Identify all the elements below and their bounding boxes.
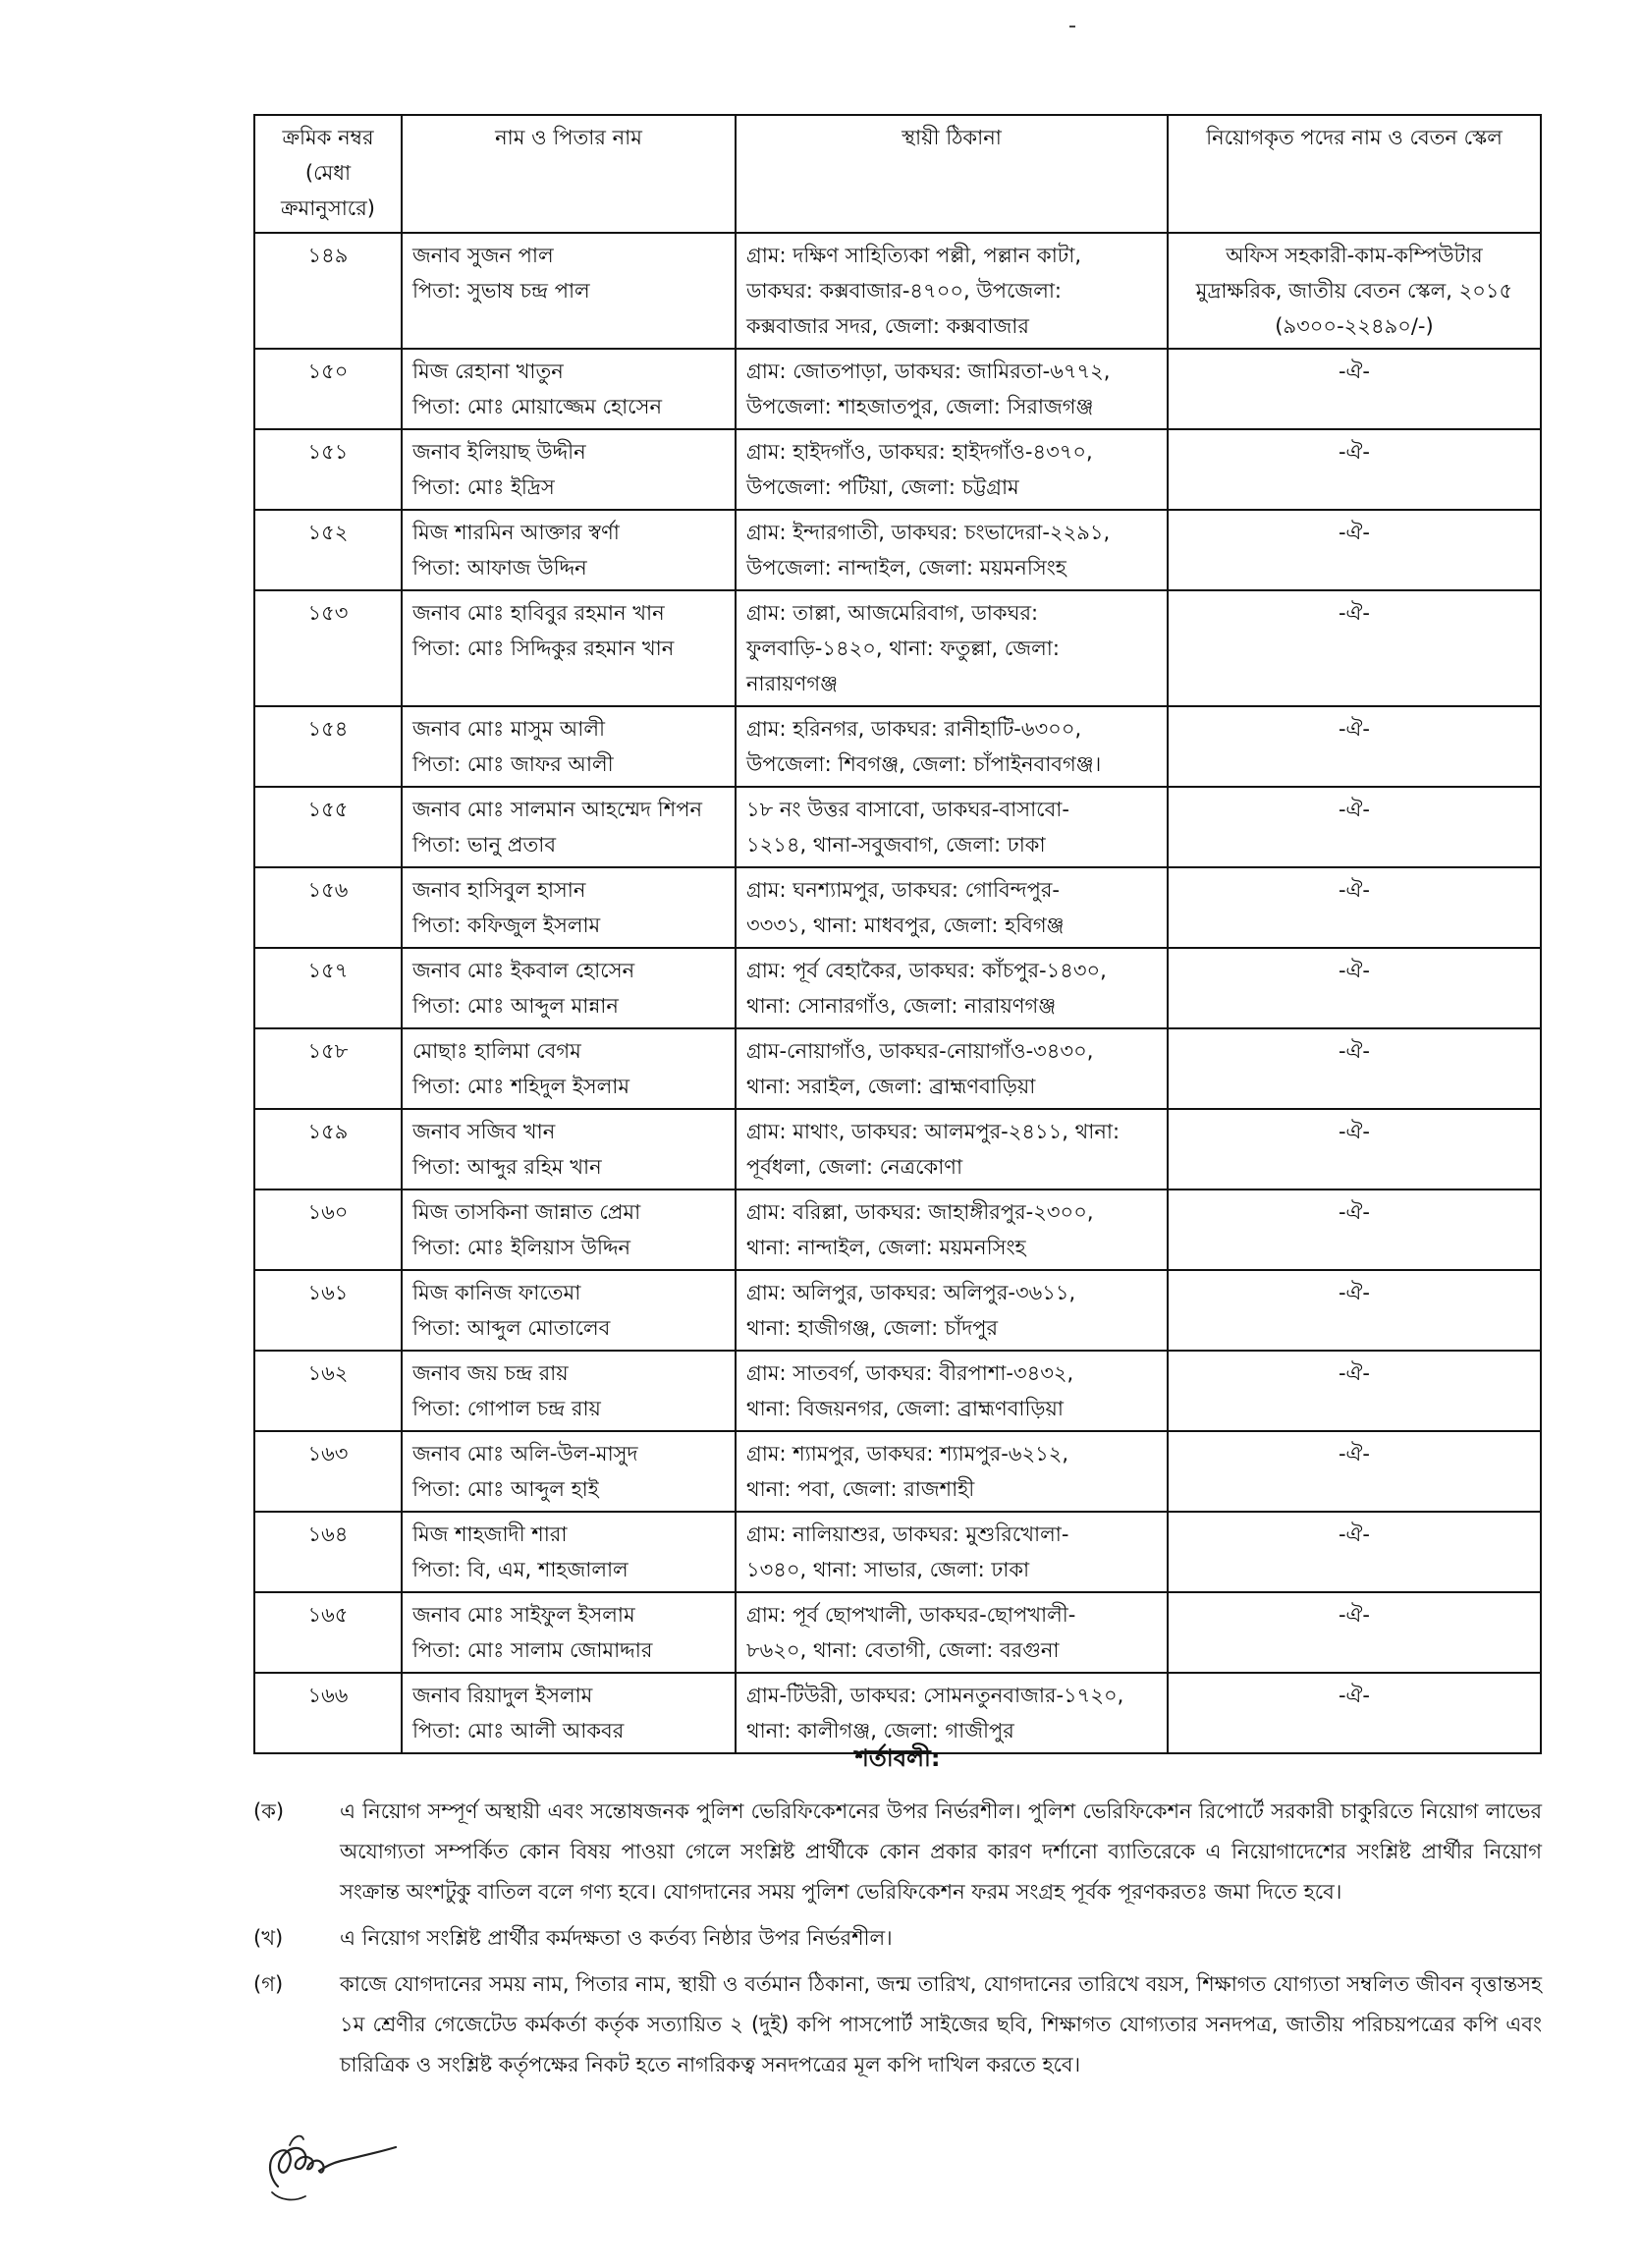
serial-cell: ১৫৩ [254, 590, 402, 706]
address-cell [736, 590, 1168, 706]
table-row [254, 1109, 1541, 1189]
name-cell [402, 787, 736, 867]
table-row [254, 1592, 1541, 1673]
table-row [254, 948, 1541, 1028]
address-line: উপজেলা: শাহজাতপুর, জেলা: সিরাজগঞ্জ [746, 395, 1094, 418]
appointee-name: জনাব মোঃ সাইফুল ইসলাম [412, 1603, 635, 1627]
address-line: থানা: নান্দাইল, জেলা: ময়মনসিংহ [746, 1236, 1026, 1259]
post-cell [1168, 948, 1541, 1028]
father-name: পিতা: কফিজুল ইসলাম [412, 913, 601, 937]
post-line: মুদ্রাক্ষরিক, জাতীয় বেতন স্কেল, ২০১৫ [1195, 279, 1513, 303]
post-line: (৯৩০০-২২৪৯০/-) [1275, 314, 1434, 338]
post-cell [1168, 429, 1541, 510]
post-line: অফিস সহকারী-কাম-কম্পিউটার [1226, 244, 1483, 267]
table-row [254, 429, 1541, 510]
father-name: পিতা: মোঃ সিদ্দিকুর রহমান খান [412, 636, 675, 660]
name-cell [402, 233, 736, 349]
appointee-name: জনাব মোঃ ইকবাল হোসেন [412, 959, 635, 982]
address-line: ১৩৪০, থানা: সাভার, জেলা: ঢাকা [746, 1558, 1030, 1581]
serial-cell: ১৫১ [254, 429, 402, 510]
post-cell [1168, 706, 1541, 787]
address-line: গ্রাম: হরিনগর, ডাকঘর: রানীহাটি-৬৩০০, [746, 717, 1082, 741]
post-line: -ঐ- [1338, 717, 1371, 741]
address-line: ৩৩৩১, থানা: মাধবপুর, জেলা: হবিগঞ্জ [746, 913, 1065, 937]
post-line: -ঐ- [1338, 1361, 1371, 1385]
name-cell [402, 706, 736, 787]
condition-text: এ নিয়োগ সম্পূর্ণ অস্থায়ী এবং সন্তোষজনক পুলিশ ভেরিফিকেশনের উপর নির্ভরশীল। পুলিশ ভেরিফিকেশন রিপোর্টে সরকারী চাকুরিতে নিয়োগ লাভের অযোগ্যতা সম্পর্কিত কোন বিষয় পাওয়া গেলে সংশ্লিষ্ট প্রার্থীকে কোন প্রকার কারণ দর্শানো ব্যাতিরেকে এ নিয়োগাদেশের সংশ্লিষ্ট প্রার্থীর নিয়োগ সংক্রান্ত অংশটুকু বাতিল বলে গণ্য হবে। যোগদানের সময় পুলিশ ভেরিফিকেশন ফরম সংগ্রহ পূর্বক পূরণকরতঃ জমা দিতে হবে। [340, 1799, 1542, 1904]
post-line: -ঐ- [1338, 1200, 1371, 1224]
appointee-name: জনাব সুজন পাল [412, 244, 554, 267]
address-line: গ্রাম: নালিয়াশুর, ডাকঘর: মুশুরিখোলা- [746, 1522, 1069, 1546]
father-name: পিতা: ভানু প্রতাব [412, 833, 557, 857]
address-line: নারায়ণগঞ্জ [746, 672, 839, 695]
scan-speck [1069, 26, 1075, 28]
address-line: গ্রাম-নোয়াগাঁও, ডাকঘর-নোয়াগাঁও-৩৪৩০, [746, 1039, 1094, 1063]
condition-item [253, 1918, 1542, 1959]
serial-cell: ১৬৪ [254, 1512, 402, 1592]
name-cell [402, 510, 736, 590]
father-name: পিতা: আব্দুর রহিম খান [412, 1155, 602, 1179]
father-name: পিতা: বি, এম, শাহজালাল [412, 1558, 629, 1581]
table-row [254, 1189, 1541, 1270]
post-line: -ঐ- [1338, 1039, 1371, 1063]
serial-cell: ১৫২ [254, 510, 402, 590]
address-line: গ্রাম: সাতবর্গ, ডাকঘর: বীরপাশা-৩৪৩২, [746, 1361, 1074, 1385]
conditions-title: শর্তাবলী: [854, 1744, 941, 1772]
father-name: পিতা: মোঃ সালাম জোমাদ্দার [412, 1638, 653, 1662]
serial-cell: ১৬১ [254, 1270, 402, 1351]
name-cell [402, 948, 736, 1028]
post-line: -ঐ- [1338, 878, 1371, 902]
name-cell [402, 1431, 736, 1512]
post-line: -ঐ- [1338, 798, 1371, 821]
appointee-name: জনাব মোঃ হাবিবুর রহমান খান [412, 601, 665, 625]
address-cell [736, 429, 1168, 510]
appointee-table [253, 114, 1542, 1754]
address-line: গ্রাম: পূর্ব ছোপখালী, ডাকঘর-ছোপখালী- [746, 1603, 1076, 1627]
serial-cell: ১৫০ [254, 349, 402, 429]
name-cell [402, 1592, 736, 1673]
address-line: ৮৬২০, থানা: বেতাগী, জেলা: বরগুনা [746, 1638, 1060, 1662]
address-line: গ্রাম: হাইদগাঁও, ডাকঘর: হাইদগাঁও-৪৩৭০, [746, 440, 1093, 464]
father-name: পিতা: মোঃ জাফর আলী [412, 752, 614, 776]
serial-cell: ১৬৫ [254, 1592, 402, 1673]
appointee-name: জনাব মোঃ সালমান আহম্মেদ শিপন [412, 798, 702, 821]
appointee-name: মিজ কানিজ ফাতেমা [412, 1281, 581, 1304]
address-line: থানা: বিজয়নগর, জেলা: ব্রাহ্মণবাড়িয়া [746, 1397, 1064, 1420]
post-cell [1168, 787, 1541, 867]
serial-cell: ১৬০ [254, 1189, 402, 1270]
serial-cell: ১৫৮ [254, 1028, 402, 1109]
address-line: থানা: সোনারগাঁও, জেলা: নারায়ণগঞ্জ [746, 994, 1057, 1018]
appointee-name: মিজ শারমিন আক্তার স্বর্ণা [412, 521, 620, 544]
address-cell [736, 948, 1168, 1028]
condition-text: এ নিয়োগ সংশ্লিষ্ট প্রার্থীর কর্মদক্ষতা ও কর্তব্য নিষ্ঠার উপর নির্ভরশীল। [340, 1926, 893, 1950]
serial-cell: ১৫৫ [254, 787, 402, 867]
serial-cell: ১৬৬ [254, 1673, 402, 1753]
conditions-section [253, 1741, 1542, 2091]
table-row [254, 867, 1541, 948]
address-cell [736, 787, 1168, 867]
address-line: ১৮ নং উত্তর বাসাবো, ডাকঘর-বাসাবো- [746, 798, 1069, 821]
address-line: ১২১৪, থানা-সবুজবাগ, জেলা: ঢাকা [746, 833, 1046, 857]
address-cell [736, 1351, 1168, 1431]
post-line: -ঐ- [1338, 601, 1371, 625]
post-cell [1168, 1431, 1541, 1512]
address-cell [736, 867, 1168, 948]
table-row [254, 1028, 1541, 1109]
appointee-name: জনাব মোঃ অলি-উল-মাসুদ [412, 1442, 638, 1466]
address-line: থানা: কালীগঞ্জ, জেলা: গাজীপুর [746, 1719, 1014, 1742]
handwritten-signature [250, 2110, 447, 2208]
address-line: উপজেলা: শিবগঞ্জ, জেলা: চাঁপাইনবাবগঞ্জ। [746, 752, 1102, 776]
post-cell [1168, 233, 1541, 349]
table-row [254, 349, 1541, 429]
post-cell [1168, 1351, 1541, 1431]
father-name: পিতা: সুভাষ চন্দ্র পাল [412, 279, 590, 303]
name-cell [402, 429, 736, 510]
father-name: পিতা: মোঃ আলী আকবর [412, 1719, 625, 1742]
serial-cell: ১৬২ [254, 1351, 402, 1431]
post-cell [1168, 590, 1541, 706]
name-cell [402, 1270, 736, 1351]
serial-cell: ১৫৪ [254, 706, 402, 787]
post-line: -ঐ- [1338, 1522, 1371, 1546]
condition-item [253, 1792, 1542, 1912]
appointee-name: জনাব সজিব খান [412, 1120, 556, 1143]
table-row [254, 706, 1541, 787]
father-name: পিতা: গোপাল চন্দ্র রায় [412, 1397, 601, 1420]
father-name: পিতা: আব্দুল মোতালেব [412, 1316, 611, 1340]
appointee-name: মিজ রেহানা খাতুন [412, 360, 564, 383]
serial-cell: ১৪৯ [254, 233, 402, 349]
post-line: -ঐ- [1338, 1442, 1371, 1466]
header-post: নিয়োগকৃত পদের নাম ও বেতন স্কেল [1168, 115, 1541, 233]
address-line: থানা: হাজীগঞ্জ, জেলা: চাঁদপুর [746, 1316, 999, 1340]
address-line: উপজেলা: নান্দাইল, জেলা: ময়মনসিংহ [746, 556, 1066, 580]
appointee-name: জনাব ইলিয়াছ উদ্দীন [412, 440, 586, 464]
appointee-name: মিজ শাহজাদী শারা [412, 1522, 568, 1546]
address-line: গ্রাম: ঘনশ্যামপুর, ডাকঘর: গোবিন্দপুর- [746, 878, 1060, 902]
address-line: গ্রাম: পূর্ব বেহাকৈর, ডাকঘর: কাঁচপুর-১৪৩০, [746, 959, 1107, 982]
address-line: গ্রাম: শ্যামপুর, ডাকঘর: শ্যামপুর-৬২১২, [746, 1442, 1069, 1466]
address-cell [736, 1512, 1168, 1592]
serial-cell: ১৫৯ [254, 1109, 402, 1189]
post-cell [1168, 1592, 1541, 1673]
serial-cell: ১৫৭ [254, 948, 402, 1028]
post-cell [1168, 1028, 1541, 1109]
table-header-row [254, 115, 1541, 233]
condition-marker: (গ) [253, 1972, 284, 1996]
name-cell [402, 1028, 736, 1109]
header-name: নাম ও পিতার নাম [402, 115, 736, 233]
father-name: পিতা: মোঃ মোয়াজ্জেম হোসেন [412, 395, 663, 418]
table-row [254, 1512, 1541, 1592]
address-cell [736, 1189, 1168, 1270]
serial-cell: ১৬৩ [254, 1431, 402, 1512]
father-name: পিতা: মোঃ ইলিয়াস উদ্দিন [412, 1236, 631, 1259]
name-cell [402, 1512, 736, 1592]
table-row [254, 1431, 1541, 1512]
address-line: গ্রাম: ইন্দারগাতী, ডাকঘর: চংভাদেরা-২২৯১, [746, 521, 1111, 544]
condition-marker: (খ) [253, 1926, 284, 1950]
address-line: উপজেলা: পটিয়া, জেলা: চট্টগ্রাম [746, 475, 1019, 499]
post-line: -ঐ- [1338, 1603, 1371, 1627]
table-row [254, 590, 1541, 706]
post-cell [1168, 510, 1541, 590]
address-cell [736, 1028, 1168, 1109]
address-line: ফুলবাড়ি-১৪২০, থানা: ফতুল্লা, জেলা: [746, 636, 1060, 660]
condition-item [253, 1964, 1542, 2085]
address-cell [736, 1592, 1168, 1673]
address-cell [736, 1109, 1168, 1189]
post-line: -ঐ- [1338, 521, 1371, 544]
appointee-name: জনাব জয় চন্দ্র রায় [412, 1361, 569, 1385]
address-line: থানা: পবা, জেলা: রাজশাহী [746, 1477, 975, 1501]
post-cell [1168, 1189, 1541, 1270]
address-cell [736, 510, 1168, 590]
condition-text: কাজে যোগদানের সময় নাম, পিতার নাম, স্থায়ী ও বর্তমান ঠিকানা, জন্ম তারিখ, যোগদানের তারিখে বয়স, শিক্ষাগত যোগ্যতা সম্বলিত জীবন বৃত্তান্তসহ ১ম শ্রেণীর গেজেটেড কর্মকর্তা কর্তৃক সত্যায়িত ২ (দুই) কপি পাসপোর্ট সাইজের ছবি, শিক্ষাগত যোগ্যতার সনদপত্র, জাতীয় পরিচয়পত্রের কপি এবং চারিত্রিক ও সংশ্লিষ্ট কর্তৃপক্ষের নিকট হতে নাগরিকত্ব সনদপত্রের মূল কপি দাখিল করতে হবে। [340, 1972, 1542, 2076]
header-serial: ক্রমিক নম্বর (মেধা ক্রমানুসারে) [254, 115, 402, 233]
address-cell [736, 233, 1168, 349]
father-name: পিতা: মোঃ আব্দুল হাই [412, 1477, 599, 1501]
post-line: -ঐ- [1338, 959, 1371, 982]
name-cell [402, 1109, 736, 1189]
address-line: গ্রাম: বরিল্লা, ডাকঘর: জাহাঙ্গীরপুর-২৩০০, [746, 1200, 1094, 1224]
father-name: পিতা: মোঃ আব্দুল মান্নান [412, 994, 619, 1018]
address-cell [736, 1270, 1168, 1351]
appointee-name: জনাব হাসিবুল হাসান [412, 878, 586, 902]
name-cell [402, 349, 736, 429]
name-cell [402, 867, 736, 948]
address-cell [736, 349, 1168, 429]
address-line: গ্রাম: তাল্লা, আজমেরিবাগ, ডাকঘর: [746, 601, 1039, 625]
name-cell [402, 1189, 736, 1270]
address-line: থানা: সরাইল, জেলা: ব্রাহ্মণবাড়িয়া [746, 1075, 1036, 1098]
post-cell [1168, 1270, 1541, 1351]
post-line: -ঐ- [1338, 1120, 1371, 1143]
table-row [254, 787, 1541, 867]
header-address: স্থায়ী ঠিকানা [736, 115, 1168, 233]
post-line: -ঐ- [1338, 360, 1371, 383]
post-line: -ঐ- [1338, 1281, 1371, 1304]
address-cell [736, 1431, 1168, 1512]
condition-marker: (ক) [253, 1799, 285, 1823]
address-line: পূর্বধলা, জেলা: নেত্রকোণা [746, 1155, 963, 1179]
appointee-name: মোছাঃ হালিমা বেগম [412, 1039, 581, 1063]
name-cell [402, 1351, 736, 1431]
post-cell [1168, 1512, 1541, 1592]
address-line: গ্রাম: অলিপুর, ডাকঘর: অলিপুর-৩৬১১, [746, 1281, 1076, 1304]
post-line: -ঐ- [1338, 1684, 1371, 1707]
father-name: পিতা: মোঃ শহিদুল ইসলাম [412, 1075, 630, 1098]
father-name: পিতা: মোঃ ইদ্রিস [412, 475, 555, 499]
address-line: কক্সবাজার সদর, জেলা: কক্সবাজার [746, 314, 1029, 338]
serial-cell: ১৫৬ [254, 867, 402, 948]
father-name: পিতা: আফাজ উদ্দিন [412, 556, 587, 580]
name-cell [402, 590, 736, 706]
post-cell [1168, 1109, 1541, 1189]
appointee-name: জনাব মোঃ মাসুম আলী [412, 717, 606, 741]
appointee-name: মিজ তাসকিনা জান্নাত প্রেমা [412, 1200, 641, 1224]
table-row [254, 1351, 1541, 1431]
post-line: -ঐ- [1338, 440, 1371, 464]
address-line: ডাকঘর: কক্সবাজার-৪৭০০, উপজেলা: [746, 279, 1063, 303]
post-cell [1168, 867, 1541, 948]
address-line: গ্রাম: জোতপাড়া, ডাকঘর: জামিরতা-৬৭৭২, [746, 360, 1111, 383]
table-row [254, 510, 1541, 590]
appointee-name: জনাব রিয়াদুল ইসলাম [412, 1684, 593, 1707]
table-row [254, 1270, 1541, 1351]
table-row [254, 233, 1541, 349]
post-cell [1168, 349, 1541, 429]
address-line: গ্রাম-টিউরী, ডাকঘর: সোমনতুনবাজার-১৭২০, [746, 1684, 1124, 1707]
address-line: গ্রাম: মাথাং, ডাকঘর: আলমপুর-২৪১১, থানা: [746, 1120, 1121, 1143]
address-line: গ্রাম: দক্ষিণ সাহিত্যিকা পল্লী, পল্লান কাটা, [746, 244, 1082, 267]
address-cell [736, 706, 1168, 787]
